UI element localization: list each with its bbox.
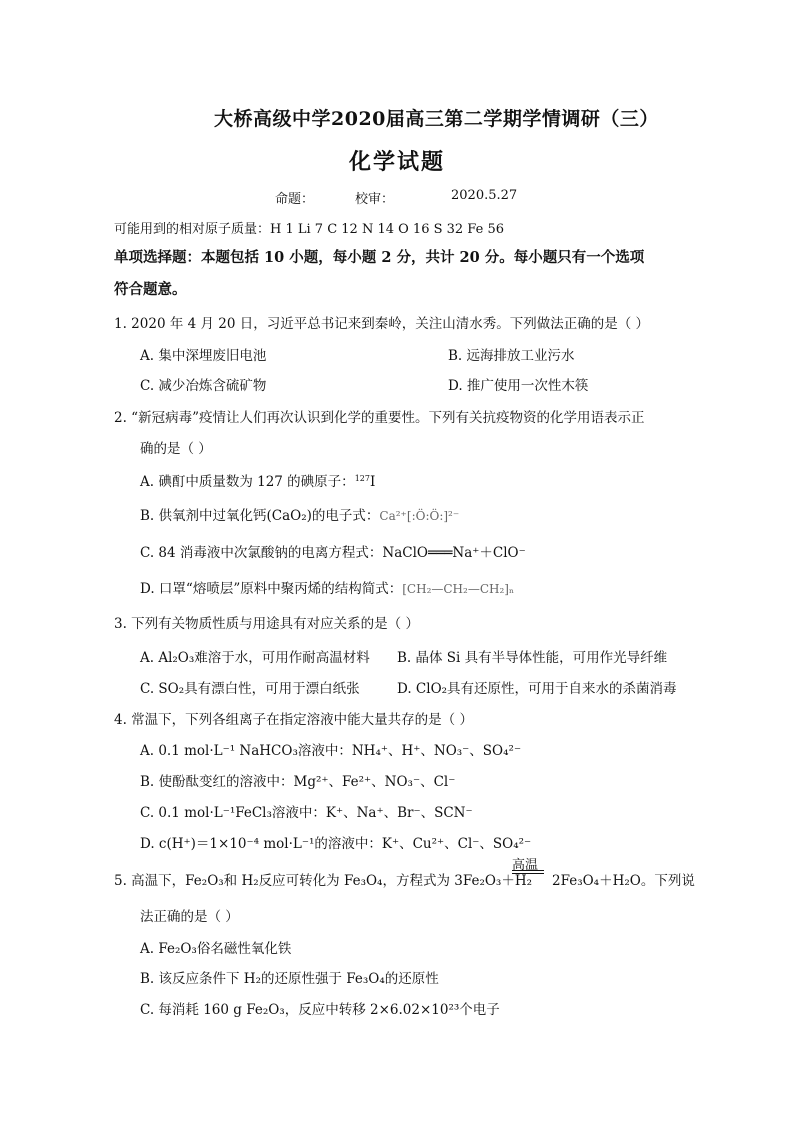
q5-stem-line1-pre: 5. 高温下，Fe₂O₃和 H₂反应可转化为 Fe₃O₄，方程式为 3Fe₂O₃＋H₂ (114, 873, 533, 889)
q3-option-b: B. 晶体 Si 具有半导体性能，可用作光导纤维 (397, 650, 668, 666)
q2-option-a-mass-number: 127 (354, 474, 370, 483)
q2-option-a (140, 470, 375, 490)
q1-option-d: D. 推广使用一次性木筷 (448, 378, 589, 394)
q5-stem-line1-post: 2Fe₃O₄＋H₂O。下列说 (552, 873, 695, 889)
q3-option-c: C. SO₂具有漂白性，可用于漂白纸张 (140, 681, 360, 697)
q3-option-a: A. Al₂O₃难溶于水，可用作耐高温材料 (140, 650, 370, 666)
q4-stem: 4. 常温下，下列各组离子在指定溶液中能大量共存的是（ ） (114, 712, 473, 728)
q2-option-a-text: A. 碘酊中质量数为 127 的碘原子： (140, 474, 355, 490)
q4-option-d: D. c(H⁺)＝1×10⁻⁴ mol·L⁻¹的溶液中：K⁺、Cu²⁺、Cl⁻、SO₄²⁻ (140, 836, 532, 852)
author-label: 命题： (275, 192, 315, 207)
q2-option-d (140, 577, 514, 597)
q2-option-c-arrow: ═══ (427, 545, 453, 561)
q1-option-a: A. 集中深埋废旧电池 (140, 348, 267, 364)
q3-stem: 3. 下列有关物质性质与用途具有对应关系的是（ ） (114, 616, 419, 632)
q2-option-c (140, 541, 526, 561)
subject-title: 化学试题 (349, 149, 446, 175)
q1-stem: 1. 2020 年 4 月 20 日，习近平总书记来到秦岭，关注山清水秀。下列做法正确的是（ ） (114, 316, 650, 332)
reviewer-label: 校审： (355, 192, 395, 207)
q1-option-b: B. 远海排放工业污水 (448, 348, 575, 364)
q5-equals-line-bottom (512, 873, 544, 874)
atomic-masses: 可能用到的相对原子质量：H 1 Li 7 C 12 N 14 O 16 S 32 Fe 56 (114, 222, 504, 237)
q5-equals-line-top (512, 870, 544, 871)
q2-stem-line2: 确的是（ ） (140, 441, 212, 457)
exam-date: 2020.5.27 (451, 188, 518, 203)
q5-option-a: A. Fe₂O₃俗名磁性氧化铁 (140, 941, 292, 957)
q2-option-c-text: C. 84 消毒液中次氯酸钠的电离方程式：NaClO (140, 545, 428, 561)
section-instructions-line2: 符合题意。 (114, 281, 187, 298)
q2-option-b-text: B. 供氧剂中过氧化钙(CaO₂)的电子式： (140, 508, 380, 524)
q2-option-b-electron-formula: Ca²⁺[:Ö:Ö:]²⁻ (379, 509, 460, 523)
q2-option-d-text: D. 口罩“熔喷层”原料中聚丙烯的结构简式： (140, 581, 403, 597)
q3-option-d: D. ClO₂具有还原性，可用于自来水的杀菌消毒 (397, 681, 677, 697)
q5-reaction-condition: 高温 (512, 858, 539, 873)
section-instructions-line1: 单项选择题：本题包括 10 小题，每小题 2 分，共计 20 分。每小题只有一个选项 (114, 249, 645, 266)
q2-option-a-symbol: I (369, 474, 376, 490)
q5-stem-line2: 法正确的是（ ） (140, 909, 239, 925)
exam-title: 大桥高级中学2020届高三第二学期学情调研（三） (214, 108, 659, 130)
q5-option-b: B. 该反应条件下 H₂的还原性强于 Fe₃O₄的还原性 (140, 971, 439, 987)
q2-option-c-products: Na⁺＋ClO⁻ (452, 545, 526, 561)
q5-option-c: C. 每消耗 160 g Fe₂O₃，反应中转移 2×6.02×10²³个电子 (140, 1002, 500, 1018)
q2-option-d-structure: [CH₂—CH₂—CH₂]ₙ (402, 582, 515, 596)
q4-option-b: B. 使酚酞变红的溶液中：Mg²⁺、Fe²⁺、NO₃⁻、Cl⁻ (140, 774, 456, 790)
q4-option-c: C. 0.1 mol·L⁻¹FeCl₃溶液中：K⁺、Na⁺、Br⁻、SCN⁻ (140, 805, 473, 821)
q2-stem-line1: 2. “新冠病毒”疫情让人们再次认识到化学的重要性。下列有关抗疫物资的化学用语表示正 (114, 410, 645, 426)
q2-option-b (140, 504, 459, 524)
q1-option-c: C. 减少冶炼含硫矿物 (140, 378, 267, 394)
q4-option-a: A. 0.1 mol·L⁻¹ NaHCO₃溶液中：NH₄⁺、H⁺、NO₃⁻、SO₄²⁻ (140, 743, 522, 759)
